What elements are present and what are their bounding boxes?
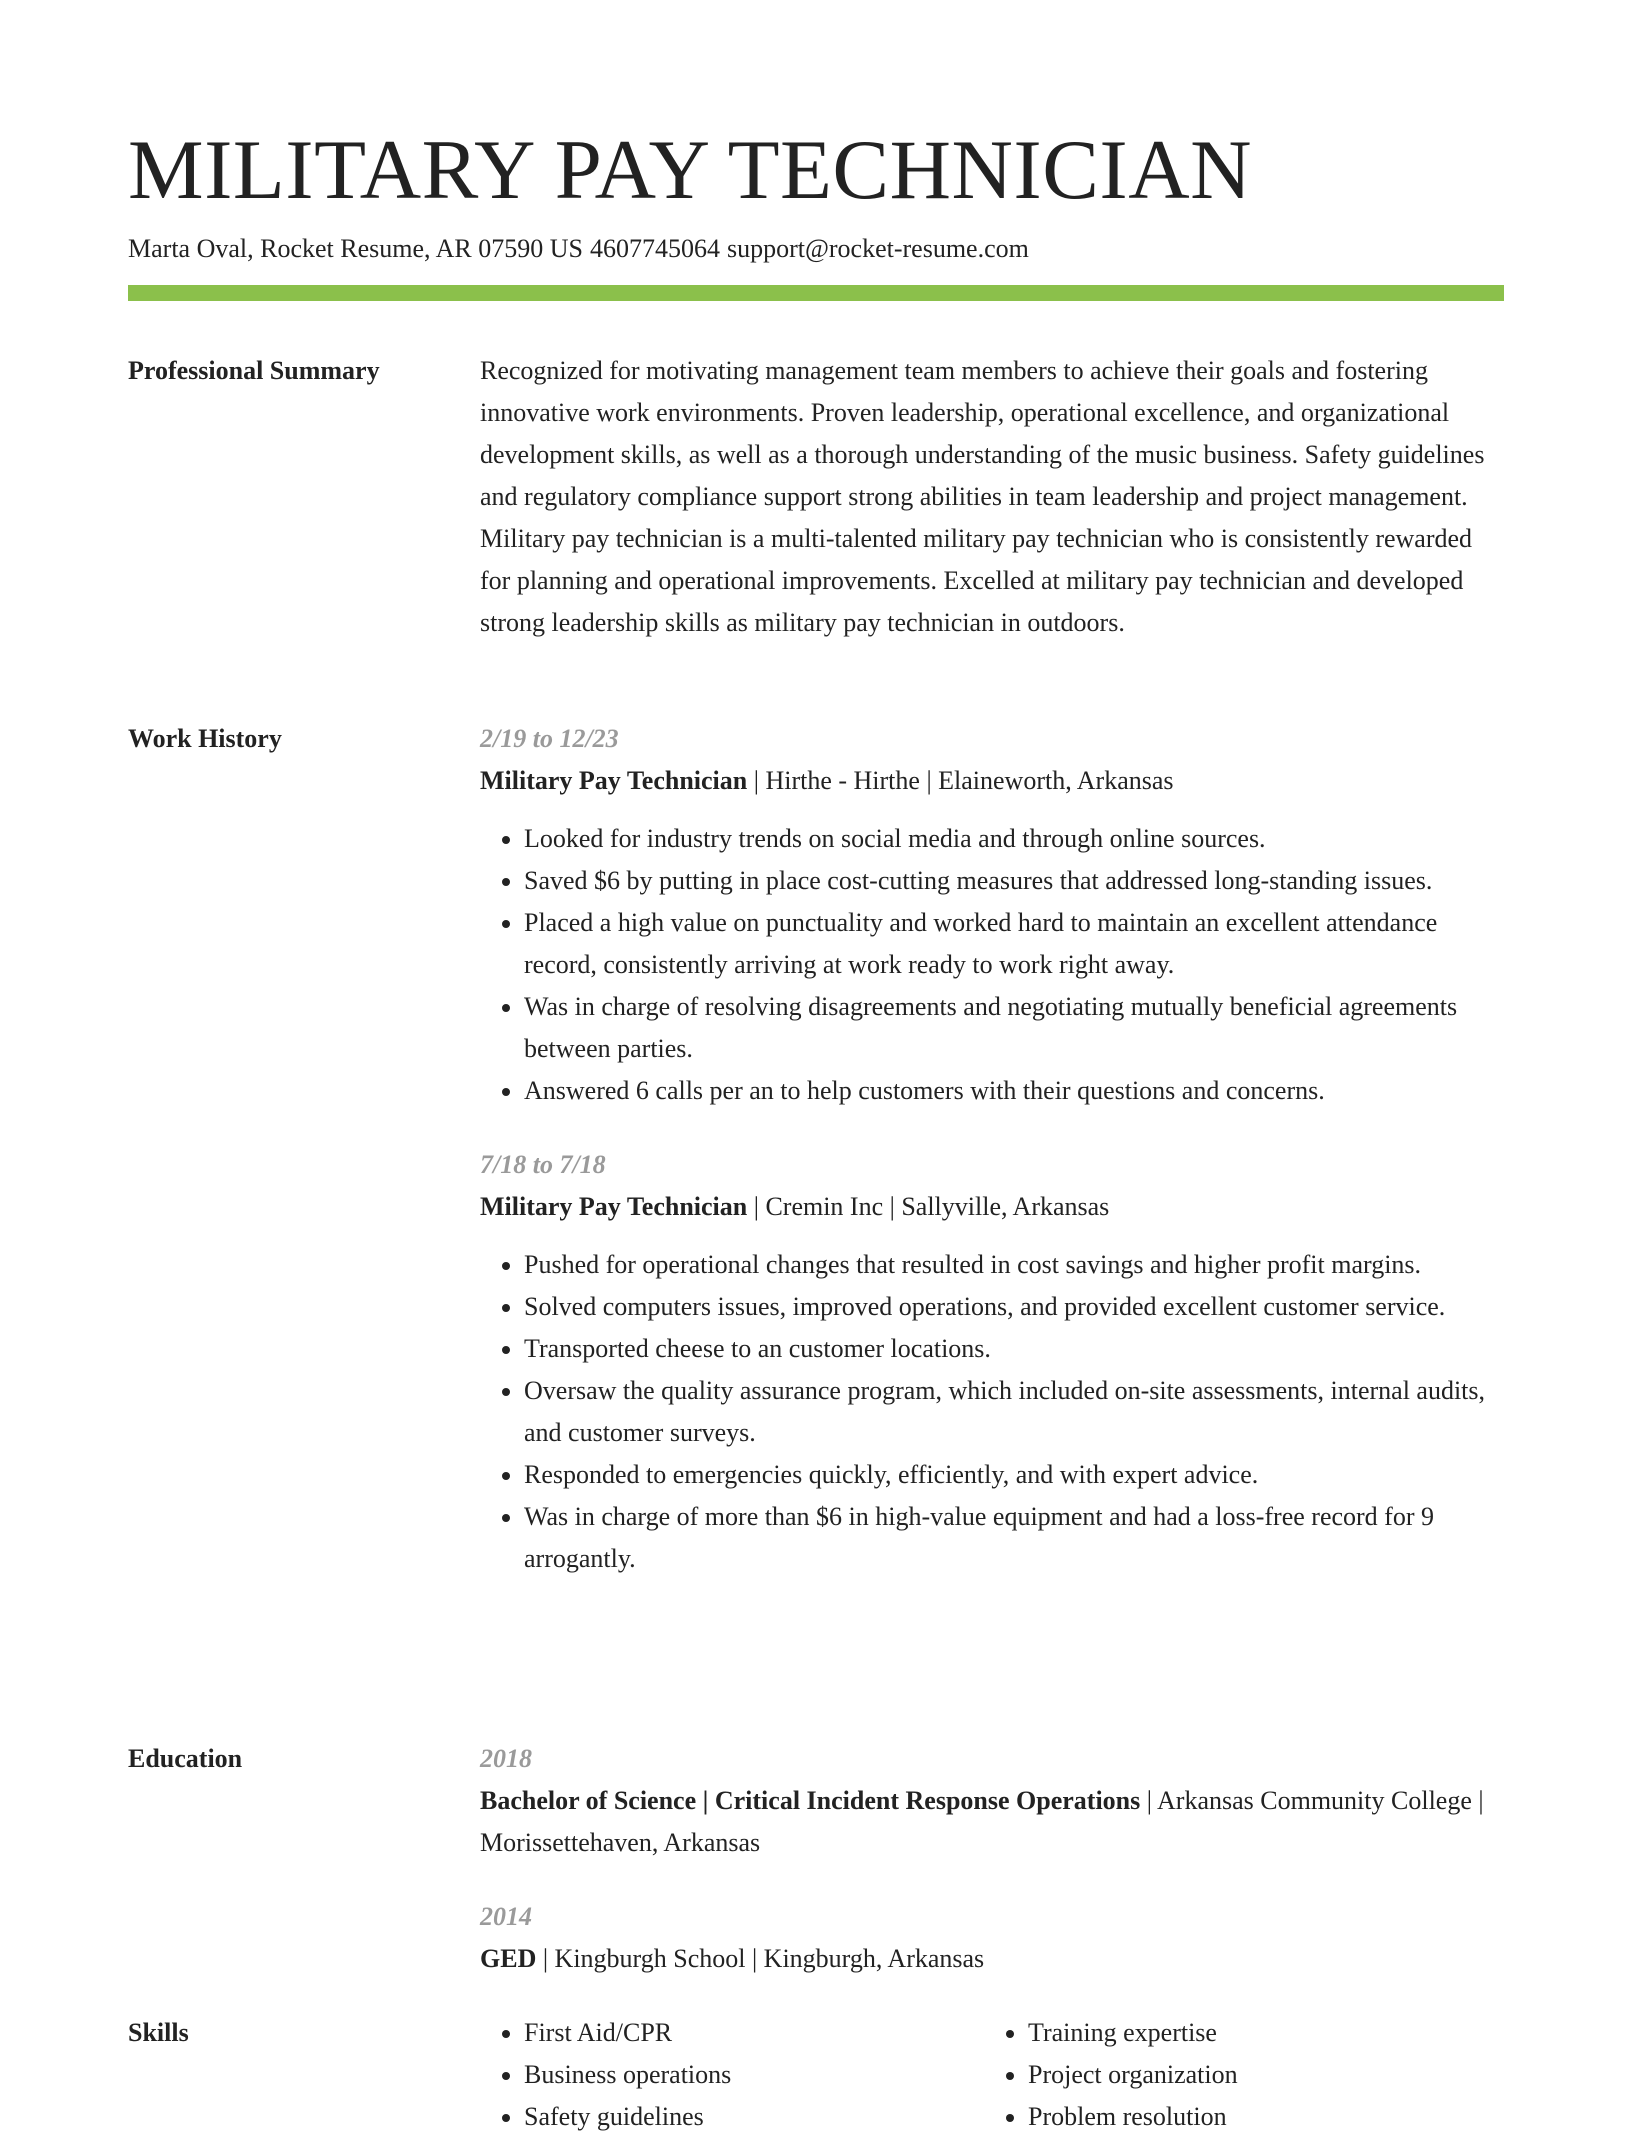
skills-list-left: [480, 2012, 984, 2138]
education-line: [480, 1780, 1504, 1864]
job-title: Military Pay Technician: [480, 766, 748, 795]
contact-line: [128, 232, 1036, 266]
summary-text: Recognized for motivating management team members to achieve their goals and fostering innovative work environments. Proven leadership, operational excellence, and organizational development skills, as well as a thorough understanding of the music business. Safety guidelines and regulatory compliance support strong abilities in team leadership and project management. Military pay technician is a multi-talented military pay technician who is consistently rewarded for planning and operational improvements. Excelled at military pay technician and developed strong leadership skills as military pay technician in outdoors.: [480, 356, 1485, 637]
job-bullet: • Oversaw the quality assurance program, which included on-site assessments, internal audits, and customer surveys.: [524, 1370, 1504, 1454]
summary-heading: Professional Summary: [128, 356, 380, 385]
job-dates: 2/19 to 12/23: [480, 724, 619, 753]
education-details: | Arkansas Community College | Morissettehaven, Arkansas: [480, 1786, 1484, 1857]
education-body: [480, 1738, 1504, 1980]
work-history-heading: Work History: [128, 724, 282, 753]
contact-address: Marta Oval, Rocket Resume, AR 07590 US: [128, 234, 583, 263]
header-divider: [128, 285, 1504, 301]
skill-item: • Training expertise: [1028, 2012, 1488, 2054]
job-title-line: [480, 760, 1504, 802]
contact-email: support@rocket-resume.com: [726, 234, 1029, 263]
skill-item: • Business operations: [524, 2054, 984, 2096]
job-bullet: • Looked for industry trends on social media and through online sources.: [524, 818, 1504, 860]
summary-body: [480, 350, 1504, 644]
job-bullets: [480, 1244, 1504, 1580]
contact-phone: 4607745064: [589, 234, 720, 263]
job-entry: [480, 1144, 1504, 1580]
education-degree: Bachelor of Science | Critical Incident Response Operations: [480, 1786, 1141, 1815]
education-year: 2018: [480, 1744, 532, 1773]
job-bullet: • Solved computers issues, improved operations, and provided excellent customer service.: [524, 1286, 1504, 1328]
skill-item: • First Aid/CPR: [524, 2012, 984, 2054]
job-details: | Hirthe - Hirthe | Elaineworth, Arkansas: [747, 766, 1174, 795]
job-bullet: • Saved $6 by putting in place cost-cutting measures that addressed long-standing issues.: [524, 860, 1504, 902]
education-line: [480, 1938, 1504, 1980]
job-bullet: • Answered 6 calls per an to help customers with their questions and concerns.: [524, 1070, 1504, 1112]
education-entry: [480, 1738, 1504, 1864]
skills-columns: [480, 2012, 1504, 2138]
job-bullet: • Placed a high value on punctuality and worked hard to maintain an excellent attendance record, consistently arriving at work ready to work right away.: [524, 902, 1504, 986]
job-bullet: • Was in charge of resolving disagreements and negotiating mutually beneficial agreements between parties.: [524, 986, 1504, 1070]
education-heading: Education: [128, 1744, 243, 1773]
skill-item: • Safety guidelines: [524, 2096, 984, 2138]
skills-list-right: [984, 2012, 1488, 2138]
skills-body: [480, 2012, 1504, 2138]
job-details: | Cremin Inc | Sallyville, Arkansas: [747, 1192, 1110, 1221]
education-degree: GED: [480, 1944, 537, 1973]
job-bullets: [480, 818, 1504, 1112]
skills-heading: Skills: [128, 2018, 189, 2047]
job-bullet: • Responded to emergencies quickly, efficiently, and with expert advice.: [524, 1454, 1504, 1496]
education-entry: [480, 1896, 1504, 1980]
job-title: Military Pay Technician: [480, 1192, 748, 1221]
job-bullet: • Transported cheese to an customer locations.: [524, 1328, 1504, 1370]
job-title-line: [480, 1186, 1504, 1228]
job-bullet: • Pushed for operational changes that resulted in cost savings and higher profit margins.: [524, 1244, 1504, 1286]
resume-title: MILITARY PAY TECHNICIAN: [128, 123, 1252, 217]
job-bullet: • Was in charge of more than $6 in high-value equipment and had a loss-free record for 9 arrogantly.: [524, 1496, 1504, 1580]
education-year: 2014: [480, 1902, 532, 1931]
job-dates: 7/18 to 7/18: [480, 1150, 606, 1179]
work-history-body: [480, 718, 1504, 1580]
skill-item: • Project organization: [1028, 2054, 1488, 2096]
skill-item: • Problem resolution: [1028, 2096, 1488, 2138]
job-entry: [480, 718, 1504, 1112]
education-details: | Kingburgh School | Kingburgh, Arkansas: [536, 1944, 985, 1973]
